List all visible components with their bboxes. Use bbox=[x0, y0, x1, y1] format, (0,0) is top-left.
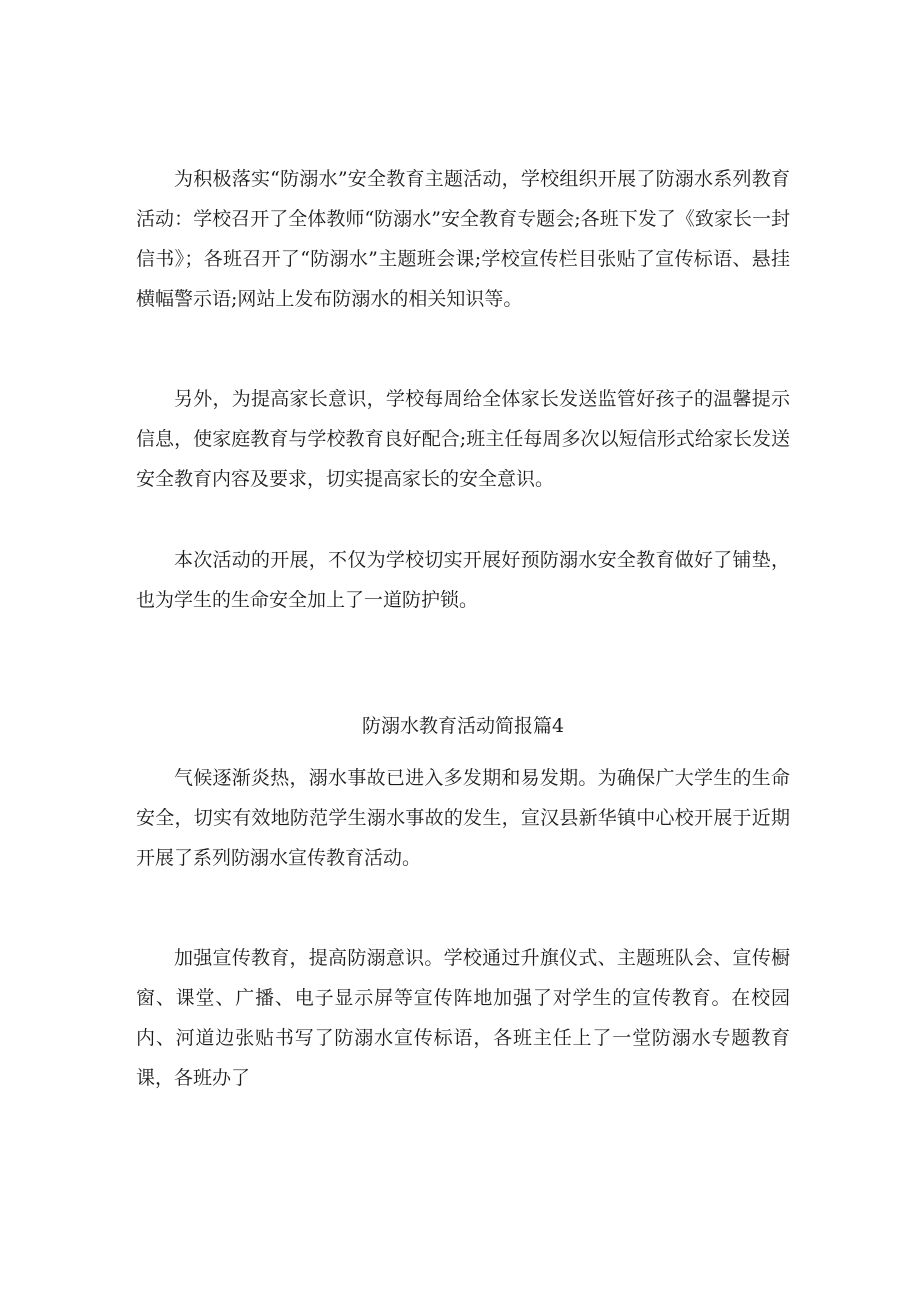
section-heading: 防溺水教育活动简报篇4 bbox=[361, 715, 565, 737]
paragraph-intro: 气候逐渐炎热，溺水事故已进入多发期和易发期。为确保广大学生的生命安全，切实有效地防范学生溺水事故的发生，宣汉县新华镇中心校开展于近期开展了系列防溺水宣传教育活动。 bbox=[136, 767, 790, 869]
paragraph-parents: 另外，为提高家长意识，学校每周给全体家长发送监管好孩子的温馨提示信息，使家庭教育与学校教育良好配合;班主任每周多次以短信形式给家长发送安全教育内容及要求，切实提高家长的安全意识。 bbox=[136, 388, 790, 490]
paragraph-conclusion: 本次活动的开展，不仅为学校切实开展好预防溺水安全教育做好了铺垫，也为学生的生命安全加上了一道防护锁。 bbox=[136, 549, 790, 611]
paragraph-publicity: 加强宣传教育，提高防溺意识。学校通过升旗仪式、主题班队会、宣传橱窗、课堂、广播、电子显示屏等宣传阵地加强了对学生的宣传教育。在校园内、河道边张贴书写了防溺水宣传标语，各班主任上了一堂防溺水专题教育课，各班办了 bbox=[136, 947, 790, 1089]
paragraph-activities: 为积极落实“防溺水”安全教育主题活动，学校组织开展了防溺水系列教育活动：学校召开了全体教师“防溺水”安全教育专题会;各班下发了《致家长一封信书》；各班召开了“防溺水”主题班会课;学校宣传栏目张贴了宣传标语、悬挂横幅警示语;网站上发布防溺水的相关知识等。 bbox=[136, 168, 790, 310]
